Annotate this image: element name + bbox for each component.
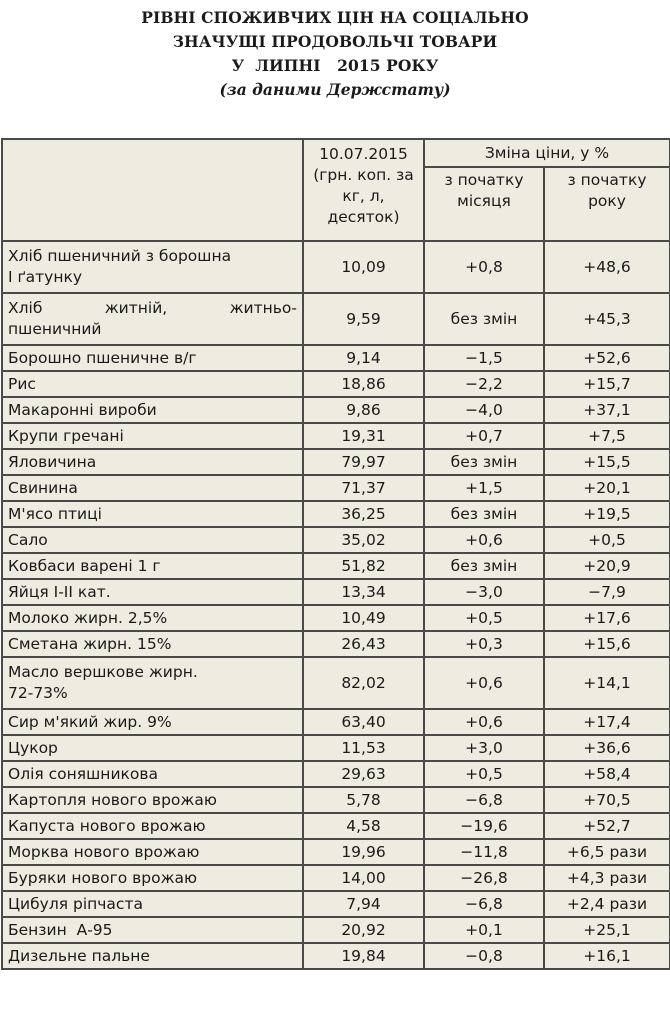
product-name-line: І ґатунку bbox=[8, 268, 83, 286]
product-name: Ковбаси варені 1 г bbox=[2, 553, 303, 579]
price-cell: 14,00 bbox=[303, 865, 424, 891]
month-change-cell: +0,5 bbox=[424, 761, 544, 787]
table-row bbox=[2, 449, 670, 475]
month-change-cell: −1,5 bbox=[424, 345, 544, 371]
table-row bbox=[2, 865, 670, 891]
product-name-line: Хліб пшеничний з борошна bbox=[8, 247, 232, 265]
year-change-cell: +15,6 bbox=[544, 631, 670, 657]
product-name: Капуста нового врожаю bbox=[2, 813, 303, 839]
price-cell: 35,02 bbox=[303, 527, 424, 553]
table-row bbox=[2, 813, 670, 839]
month-change-cell: −6,8 bbox=[424, 787, 544, 813]
header-year-cell bbox=[544, 167, 670, 241]
product-name: Свинина bbox=[2, 475, 303, 501]
year-change-cell: +15,7 bbox=[544, 371, 670, 397]
header-unit-line-1: (грн. коп. за bbox=[313, 166, 414, 184]
table-row bbox=[2, 891, 670, 917]
header-month-cell bbox=[424, 167, 544, 241]
table-row bbox=[2, 527, 670, 553]
month-change-cell: +0,3 bbox=[424, 631, 544, 657]
month-change-cell: −0,8 bbox=[424, 943, 544, 969]
year-change-cell: +45,3 bbox=[544, 293, 670, 345]
word: Хліб bbox=[8, 299, 43, 317]
product-name-line: Масло вершкове жирн. bbox=[8, 663, 198, 681]
product-name: Борошно пшеничне в/г bbox=[2, 345, 303, 371]
month-change-cell: −2,2 bbox=[424, 371, 544, 397]
document-title bbox=[0, 6, 670, 102]
product-name: Рис bbox=[2, 371, 303, 397]
product-name: Цукор bbox=[2, 735, 303, 761]
table-row bbox=[2, 917, 670, 943]
price-cell: 7,94 bbox=[303, 891, 424, 917]
month-change-cell: +0,6 bbox=[424, 709, 544, 735]
year-change-cell: +52,6 bbox=[544, 345, 670, 371]
year-change-cell: +36,6 bbox=[544, 735, 670, 761]
title-subtitle: (за даними Держстату) bbox=[219, 80, 451, 99]
price-cell: 18,86 bbox=[303, 371, 424, 397]
product-name: Молоко жирн. 2,5% bbox=[2, 605, 303, 631]
product-name: Сало bbox=[2, 527, 303, 553]
month-change-cell: −4,0 bbox=[424, 397, 544, 423]
price-cell: 11,53 bbox=[303, 735, 424, 761]
price-cell: 10,49 bbox=[303, 605, 424, 631]
table-row bbox=[2, 943, 670, 969]
product-name: Крупи гречані bbox=[2, 423, 303, 449]
table-row bbox=[2, 605, 670, 631]
product-name-line: 72-73% bbox=[8, 684, 68, 702]
price-cell: 5,78 bbox=[303, 787, 424, 813]
year-change-cell: +6,5 рази bbox=[544, 839, 670, 865]
product-name bbox=[2, 657, 303, 709]
header-unit-line-2: кг, л, bbox=[342, 187, 385, 205]
month-change-cell: без змін bbox=[424, 501, 544, 527]
price-cell: 19,96 bbox=[303, 839, 424, 865]
month-change-cell: +0,8 bbox=[424, 241, 544, 293]
year-change-cell: +70,5 bbox=[544, 787, 670, 813]
year-change-cell: +37,1 bbox=[544, 397, 670, 423]
header-month-line-2: місяця bbox=[457, 192, 511, 210]
header-unit-line-3: десяток) bbox=[327, 208, 400, 226]
month-change-cell: без змін bbox=[424, 553, 544, 579]
month-change-cell: +0,6 bbox=[424, 527, 544, 553]
product-name bbox=[2, 293, 303, 345]
month-change-cell: −3,0 bbox=[424, 579, 544, 605]
month-change-cell: без змін bbox=[424, 293, 544, 345]
product-name: Бензин А-95 bbox=[2, 917, 303, 943]
price-cell: 9,59 bbox=[303, 293, 424, 345]
product-name: Яловичина bbox=[2, 449, 303, 475]
title-line-2: ЗНАЧУЩІ ПРОДОВОЛЬЧІ ТОВАРИ bbox=[172, 32, 498, 51]
year-change-cell: +17,4 bbox=[544, 709, 670, 735]
year-change-cell: +48,6 bbox=[544, 241, 670, 293]
product-name: Цибуля ріпчаста bbox=[2, 891, 303, 917]
year-change-cell: +15,5 bbox=[544, 449, 670, 475]
product-name: М'ясо птиці bbox=[2, 501, 303, 527]
product-name: Яйця І-ІІ кат. bbox=[2, 579, 303, 605]
year-change-cell: +20,1 bbox=[544, 475, 670, 501]
table-row bbox=[2, 397, 670, 423]
year-change-cell: +19,5 bbox=[544, 501, 670, 527]
month-change-cell: +1,5 bbox=[424, 475, 544, 501]
word: житній, bbox=[104, 299, 168, 317]
table-row bbox=[2, 709, 670, 735]
product-name: Буряки нового врожаю bbox=[2, 865, 303, 891]
year-change-cell: +4,3 рази bbox=[544, 865, 670, 891]
year-change-cell: +52,7 bbox=[544, 813, 670, 839]
table-row bbox=[2, 501, 670, 527]
header-price-cell bbox=[303, 139, 424, 241]
month-change-cell: −6,8 bbox=[424, 891, 544, 917]
month-change-cell: без змін bbox=[424, 449, 544, 475]
year-change-cell: +16,1 bbox=[544, 943, 670, 969]
table-row bbox=[2, 241, 670, 293]
header-month-line-1: з початку bbox=[444, 171, 524, 189]
product-name: Картопля нового врожаю bbox=[2, 787, 303, 813]
price-cell: 82,02 bbox=[303, 657, 424, 709]
price-cell: 26,43 bbox=[303, 631, 424, 657]
month-change-cell: −11,8 bbox=[424, 839, 544, 865]
month-change-cell: +0,6 bbox=[424, 657, 544, 709]
table-row bbox=[2, 839, 670, 865]
table-row bbox=[2, 579, 670, 605]
product-name: Макаронні вироби bbox=[2, 397, 303, 423]
year-change-cell: +2,4 рази bbox=[544, 891, 670, 917]
header-year-line-2: року bbox=[588, 192, 626, 210]
price-cell: 29,63 bbox=[303, 761, 424, 787]
year-change-cell: +25,1 bbox=[544, 917, 670, 943]
product-name: Морква нового врожаю bbox=[2, 839, 303, 865]
price-cell: 4,58 bbox=[303, 813, 424, 839]
table-row bbox=[2, 761, 670, 787]
word: житньо- bbox=[229, 299, 297, 317]
year-change-cell: +14,1 bbox=[544, 657, 670, 709]
price-cell: 79,97 bbox=[303, 449, 424, 475]
table-row bbox=[2, 475, 670, 501]
price-cell: 19,84 bbox=[303, 943, 424, 969]
price-cell: 36,25 bbox=[303, 501, 424, 527]
table-row bbox=[2, 631, 670, 657]
header-date: 10.07.2015 bbox=[319, 145, 408, 163]
price-cell: 9,86 bbox=[303, 397, 424, 423]
table-row bbox=[2, 553, 670, 579]
month-change-cell: −26,8 bbox=[424, 865, 544, 891]
product-name: Сир м'який жир. 9% bbox=[2, 709, 303, 735]
price-cell: 10,09 bbox=[303, 241, 424, 293]
year-change-cell: +17,6 bbox=[544, 605, 670, 631]
price-cell: 51,82 bbox=[303, 553, 424, 579]
header-year-line-1: з початку bbox=[567, 171, 647, 189]
year-change-cell: +7,5 bbox=[544, 423, 670, 449]
month-change-cell: +0,1 bbox=[424, 917, 544, 943]
table-row bbox=[2, 423, 670, 449]
table-row bbox=[2, 657, 670, 709]
product-name: Сметана жирн. 15% bbox=[2, 631, 303, 657]
price-cell: 71,37 bbox=[303, 475, 424, 501]
month-change-cell: +3,0 bbox=[424, 735, 544, 761]
year-change-cell: −7,9 bbox=[544, 579, 670, 605]
title-line-3: У ЛИПНІ 2015 РОКУ bbox=[231, 56, 439, 75]
month-change-cell: +0,5 bbox=[424, 605, 544, 631]
table-row bbox=[2, 371, 670, 397]
header-product-cell bbox=[2, 139, 303, 241]
month-change-cell: −19,6 bbox=[424, 813, 544, 839]
product-name bbox=[2, 241, 303, 293]
price-cell: 19,31 bbox=[303, 423, 424, 449]
product-name: Дизельне пальне bbox=[2, 943, 303, 969]
month-change-cell: +0,7 bbox=[424, 423, 544, 449]
header-change-group: Зміна ціни, у % bbox=[424, 139, 670, 167]
price-table bbox=[1, 138, 670, 970]
year-change-cell: +0,5 bbox=[544, 527, 670, 553]
product-name-line bbox=[8, 298, 297, 319]
product-name-line: пшеничний bbox=[8, 320, 102, 338]
table-row bbox=[2, 735, 670, 761]
year-change-cell: +20,9 bbox=[544, 553, 670, 579]
table-row bbox=[2, 787, 670, 813]
title-line-1: РІВНІ СПОЖИВЧИХ ЦІН НА СОЦІАЛЬНО bbox=[141, 8, 529, 27]
product-name: Олія соняшникова bbox=[2, 761, 303, 787]
year-change-cell: +58,4 bbox=[544, 761, 670, 787]
price-cell: 20,92 bbox=[303, 917, 424, 943]
table-row bbox=[2, 293, 670, 345]
price-cell: 63,40 bbox=[303, 709, 424, 735]
price-cell: 9,14 bbox=[303, 345, 424, 371]
price-cell: 13,34 bbox=[303, 579, 424, 605]
table-row bbox=[2, 345, 670, 371]
